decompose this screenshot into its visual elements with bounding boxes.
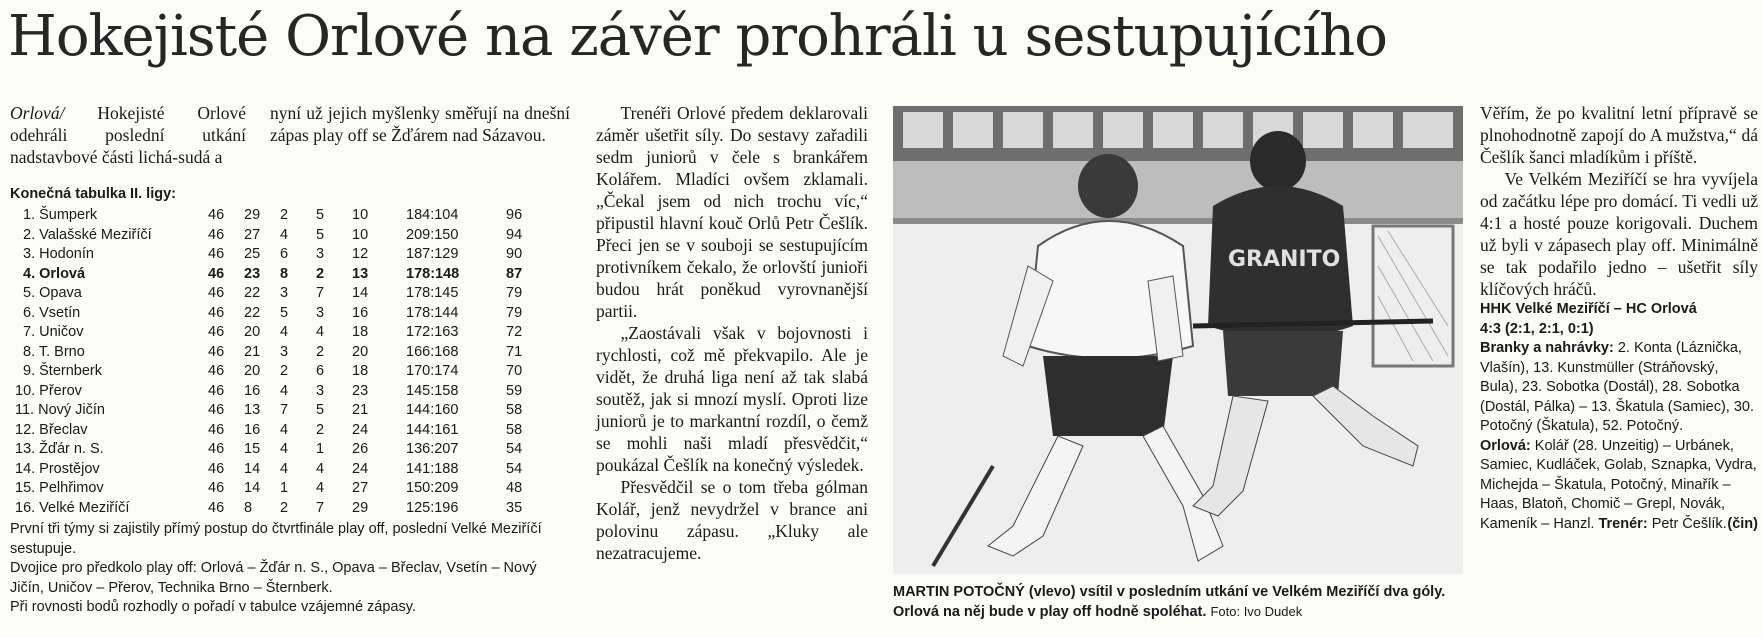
stat-cell: 4 [316,480,325,496]
article-column-1 [10,102,246,168]
team-name-cell: 14. Prostějov [15,460,100,477]
boxscore-coach: Petr Češlík. [1651,515,1727,532]
stat-cell: 16 [244,382,261,399]
stat-cell: 20 [352,343,369,360]
stat-cell: 2 [280,207,289,223]
article-paragraph-5: Ve Velkém Meziříčí se hra vyvíjela od začátku lépe pro domácí. Ti vedli už 4:1 a hosté pouze korigovali. Duchem už byli v zápasech play off. Minimálně se tak podařilo jedno – ušetřit síly klíčových hráčů. [1480,169,1758,299]
table-row [10,284,570,304]
stat-cell: 2 [280,499,289,516]
standings-notes [10,520,570,618]
stat-cell: 4 [280,324,289,340]
stat-cell: 3 [316,382,325,399]
stat-cell: 10 [352,226,369,243]
stat-cell: 25 [244,246,261,262]
stat-cell: 72 [506,324,523,340]
stat-cell: 166:168 [406,343,459,360]
stat-cell: 24 [352,460,369,477]
stat-cell: 3 [280,285,289,301]
stat-cell: 7 [316,285,325,301]
table-row [10,206,570,226]
match-boxscore [1480,300,1758,534]
team-name-cell: 8. T. Brno [23,343,85,360]
boxscore-lineup: Kolář (28. Unzeitig) – Urbánek, Samiec, Kudláček, Golab, Sznapka, Vydra, Michejda – Škatula, Potočný, Minařík – Haas, Blatoň, Chomič – Grepl, Novák, Kameník – Hanzl. [1480,437,1757,532]
stat-cell: 145:158 [406,382,459,399]
article-column-right [1480,102,1758,534]
team-name-cell: 13. Žďár n. S. [15,441,104,457]
stat-cell: 10 [352,207,369,223]
team-name-cell: 4. Orlová [23,265,86,282]
stat-cell: 5 [316,207,325,223]
stat-cell: 46 [208,324,225,340]
stat-cell: 4 [280,460,289,477]
table-row [10,343,570,363]
stat-cell: 46 [208,304,225,321]
stat-cell: 22 [244,304,261,321]
hockey-players-image [893,106,1463,574]
stat-cell: 20 [244,363,261,379]
stat-cell: 3 [280,343,289,360]
photo-caption [893,582,1473,622]
stat-cell: 5 [316,226,325,243]
stat-cell: 46 [208,460,225,477]
stat-cell: 46 [208,265,225,282]
table-row [10,421,570,441]
stat-cell: 12 [352,246,369,262]
table-row [10,304,570,324]
stat-cell: 184:104 [406,207,459,223]
team-name-cell: 2. Valašské Meziříčí [23,226,152,243]
stat-cell: 23 [352,382,369,399]
stat-cell: 15 [244,441,261,457]
stat-cell: 46 [208,480,225,496]
team-name-cell: 9. Šternberk [23,363,102,379]
stat-cell: 13 [244,402,261,418]
stat-cell: 14 [244,480,261,496]
stat-cell: 7 [280,402,289,418]
stat-cell: 1 [316,441,325,457]
stat-cell: 150:209 [406,480,459,496]
table-row [10,226,570,246]
stat-cell: 87 [506,265,523,282]
stat-cell: 90 [506,246,523,262]
boxscore-goals-label: Branky a nahrávky: [1480,340,1614,356]
stat-cell: 48 [506,480,523,496]
stat-cell: 46 [208,499,225,516]
article-paragraph-3: Přesvědčil se o tom třeba gólman Kolář, jenž nevydržel v brance ani polovinu zápasu. „Kluky ale nezatracujeme. [596,477,868,563]
table-row [10,362,570,382]
stat-cell: 46 [208,421,225,438]
stat-cell: 2 [316,343,325,360]
stat-cell: 7 [316,499,325,516]
stat-cell: 13 [352,265,369,282]
table-row [10,401,570,421]
article-author: (čin) [1727,515,1758,532]
boxscore-coach-label: Trenér: [1598,515,1648,532]
stat-cell: 29 [244,207,261,223]
stat-cell: 16 [352,304,369,321]
stat-cell: 2 [316,421,325,438]
stat-cell: 27 [244,226,261,243]
article-column-3 [596,102,868,564]
stat-cell: 187:129 [406,246,459,262]
team-name-cell: 10. Přerov [15,382,82,399]
team-name-cell: 7. Uničov [23,324,84,340]
stat-cell: 4 [316,324,325,340]
standings-title: Konečná tabulka II. ligy: [10,186,176,202]
stat-cell: 27 [352,480,369,496]
team-name-cell: 16. Velké Meziříčí [15,499,130,516]
article-column-2 [270,102,570,146]
stat-cell: 46 [208,246,225,262]
hockey-photo [893,106,1463,574]
article-paragraph-2: „Zaostávali však v bojovnosti i rychlosti, což mě překvapilo. Ale je vidět, že druhá liga není až tak slabá soutěž, jak si mnozí myslí. Oproti lize juniorů je to markantní rozdíl, o čemž se mohli naši mladí přesvědčit,“ poukázal Češlík na konečný výsledek. [596,323,868,475]
stat-cell: 2 [280,363,289,379]
stat-cell: 58 [506,402,523,418]
stat-cell: 178:148 [406,265,460,282]
stat-cell: 79 [506,285,523,301]
stat-cell: 3 [316,246,325,262]
stat-cell: 24 [352,421,369,438]
stat-cell: 144:160 [406,402,459,418]
stat-cell: 178:145 [406,285,459,301]
standings-note-3: Při rovnosti bodů rozhodly o pořadí v tabulce vzájemné zápasy. [10,599,416,615]
stat-cell: 18 [352,363,369,379]
team-name-cell: 12. Břeclav [15,421,88,438]
boxscore-score: 4:3 (2:1, 2:1, 0:1) [1480,320,1594,337]
table-row [10,245,570,265]
stat-cell: 29 [352,499,369,516]
stat-cell: 21 [352,402,369,418]
stat-cell: 4 [280,441,289,457]
stat-cell: 79 [506,304,523,321]
team-name-cell: 3. Hodonín [23,246,94,262]
stat-cell: 6 [316,363,325,379]
article-lead-part2: nyní už jejich myšlenky směřují na dnešní zápas play off se Žďárem nad Sázavou. [270,103,570,145]
table-row [10,460,570,480]
stat-cell: 59 [506,382,523,399]
stat-cell: 8 [244,499,253,516]
stat-cell: 35 [506,499,523,516]
boxscore-teams: HHK Velké Meziříčí – HC Orlová [1480,301,1697,317]
standings-note-2: Dvojice pro předkolo play off: Orlová – Žďár n. S., Opava – Břeclav, Vsetín – Nový Jičín, Uničov – Přerov, Technika Brno – Šternberk. [10,560,537,596]
stat-cell: 136:207 [406,441,459,457]
article-paragraph-1: Trenéři Orlové předem deklarovali záměr ušetřit síly. Do sestavy zařadili sedm juniorů v čele s brankářem Kolářem. Mladíci ovšem zklamali. „Čekal jsem od nich trochu víc,“ připustil hlavní kouč Orlů Petr Češlík. Přeci jen se v souboji se sestupujícím protivníkem čekalo, že orlovští junioři budou hrát poněkud vyrovnanější partii. [596,103,868,321]
table-row [10,440,570,460]
stat-cell: 209:150 [406,226,459,243]
stat-cell: 46 [208,441,225,457]
team-name-cell: 1. Šumperk [23,207,98,223]
stat-cell: 23 [244,265,261,282]
stat-cell: 58 [506,421,523,438]
stat-cell: 96 [506,207,523,223]
stat-cell: 170:174 [406,363,459,379]
stat-cell: 46 [208,343,225,360]
table-row [10,499,570,519]
stat-cell: 21 [244,343,261,360]
boxscore-goals: 2. Konta (Láznička, Vlašín), 13. Kunstmüller (Stráňovský, Bula), 23. Sobotka (Dostál), 28. Sobotka (Dostál, Pálka) – 13. Škatula (Samiec), 30. Potočný (Škatula), 52. Potočný. [1480,340,1755,434]
team-name-cell: 6. Vsetín [23,304,81,321]
team-name-cell: 15. Pelhřimov [15,480,104,496]
stat-cell: 14 [244,460,261,477]
stat-cell: 54 [506,460,523,477]
stat-cell: 94 [506,226,523,243]
team-name-cell: 11. Nový Jičín [15,402,105,418]
stat-cell: 70 [506,363,523,379]
stat-cell: 54 [506,441,523,457]
stat-cell: 14 [352,285,369,301]
table-row [10,382,570,402]
stat-cell: 22 [244,285,261,301]
table-row [10,265,570,285]
table-row [10,479,570,499]
stat-cell: 178:144 [406,304,459,321]
photo-credit: Foto: Ivo Dudek [1210,604,1303,619]
stat-cell: 6 [280,246,289,262]
stat-cell: 5 [316,402,325,418]
stat-cell: 1 [280,480,289,496]
team-name-cell: 5. Opava [23,285,82,301]
stat-cell: 4 [316,460,325,477]
stat-cell: 144:161 [406,421,459,438]
stat-cell: 46 [208,402,225,418]
stat-cell: 46 [208,285,225,301]
table-row [10,323,570,343]
stat-cell: 5 [280,304,289,321]
stat-cell: 20 [244,324,261,340]
jersey-text: GRANITO [1228,247,1341,272]
stat-cell: 4 [280,382,289,399]
stat-cell: 2 [316,265,325,282]
stat-cell: 46 [208,207,225,223]
stat-cell: 4 [280,421,289,438]
boxscore-lineup-label: Orlová: [1480,437,1531,454]
stat-cell: 71 [506,343,523,360]
stat-cell: 46 [208,382,225,399]
article-place: Orlová/ [10,103,65,123]
stat-cell: 4 [280,226,289,243]
stat-cell: 125:196 [406,499,459,516]
stat-cell: 141:188 [406,460,459,477]
headline: Hokejisté Orlové na závěr prohráli u sestupujícího [8,4,1387,69]
stat-cell: 46 [208,226,225,243]
standings-note-1: První tři týmy si zajistily přímý postup do čtvrtfinále play off, poslední Velké Meziříčí sestupuje. [10,521,542,557]
article-lead-part1: Hokejisté Orlové odehráli poslední utkání nadstavbové části lichá-sudá a [10,103,246,167]
stat-cell: 3 [316,304,325,321]
photo-caption-text: MARTIN POTOČNÝ (vlevo) vsítil v posledním utkání ve Velkém Meziříčí dva góly. Orlová na něj bude v play off hodně spoléhat. [893,584,1446,620]
stat-cell: 46 [208,363,225,379]
standings-table [10,206,570,518]
stat-cell: 8 [280,265,289,282]
stat-cell: 26 [352,441,369,457]
article-paragraph-4: Věřím, že po kvalitní letní přípravě se plnohodnotně zapojí do A mužstva,“ dá Češlík šanci mladíkům i příště. [1480,103,1758,167]
stat-cell: 18 [352,324,369,340]
stat-cell: 16 [244,421,261,438]
stat-cell: 172:163 [406,324,459,340]
